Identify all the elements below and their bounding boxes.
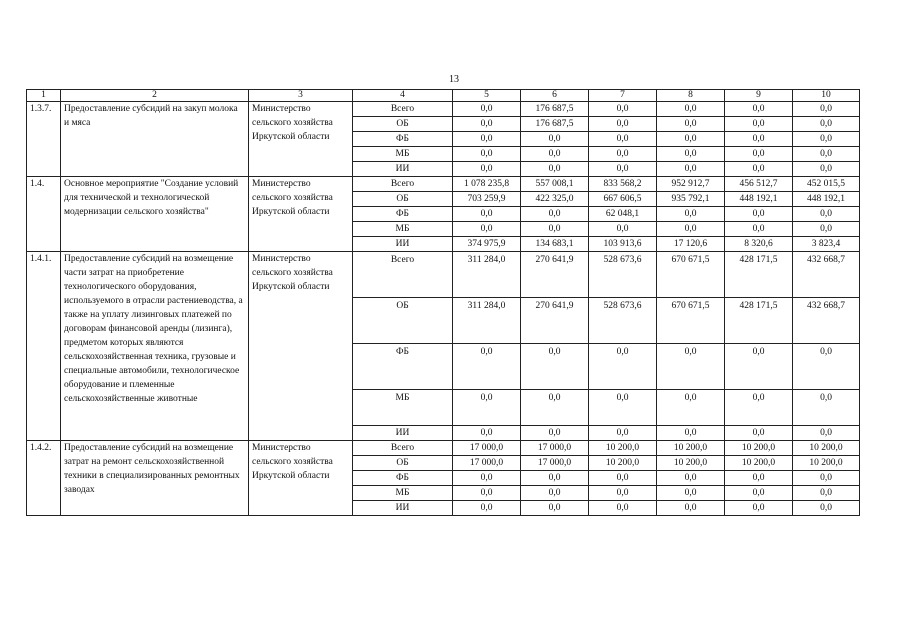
- funding-source: МБ: [353, 147, 453, 162]
- amount-cell: 10 200,0: [589, 441, 657, 456]
- amount-cell: 448 192,1: [725, 192, 793, 207]
- funding-source: ФБ: [353, 344, 453, 390]
- column-header: 8: [657, 90, 725, 102]
- amount-cell: 0,0: [793, 207, 860, 222]
- page-number: 13: [449, 74, 459, 85]
- funding-source: ИИ: [353, 501, 453, 516]
- amount-cell: 0,0: [725, 426, 793, 441]
- amount-cell: 0,0: [793, 162, 860, 177]
- column-header: 9: [725, 90, 793, 102]
- item-description: Предоставление субсидий на закуп молока и мяса: [61, 102, 249, 177]
- amount-cell: 0,0: [657, 501, 725, 516]
- amount-cell: 0,0: [589, 117, 657, 132]
- amount-cell: 0,0: [657, 390, 725, 426]
- amount-cell: 0,0: [793, 222, 860, 237]
- amount-cell: 0,0: [589, 426, 657, 441]
- amount-cell: 311 284,0: [453, 252, 521, 298]
- amount-cell: 670 671,5: [657, 252, 725, 298]
- amount-cell: 3 823,4: [793, 237, 860, 252]
- amount-cell: 0,0: [521, 344, 589, 390]
- funding-source: Всего: [353, 441, 453, 456]
- table-row: [27, 441, 860, 456]
- amount-cell: 8 320,6: [725, 237, 793, 252]
- amount-cell: 0,0: [793, 390, 860, 426]
- amount-cell: 432 668,7: [793, 252, 860, 298]
- amount-cell: 10 200,0: [725, 456, 793, 471]
- amount-cell: 428 171,5: [725, 298, 793, 344]
- amount-cell: 448 192,1: [793, 192, 860, 207]
- amount-cell: 10 200,0: [725, 441, 793, 456]
- amount-cell: 0,0: [793, 117, 860, 132]
- amount-cell: 703 259,9: [453, 192, 521, 207]
- amount-cell: 0,0: [657, 207, 725, 222]
- amount-cell: 0,0: [725, 222, 793, 237]
- amount-cell: 0,0: [657, 102, 725, 117]
- amount-cell: 0,0: [453, 426, 521, 441]
- amount-cell: 0,0: [521, 132, 589, 147]
- amount-cell: 0,0: [521, 471, 589, 486]
- amount-cell: 0,0: [657, 147, 725, 162]
- amount-cell: 176 687,5: [521, 117, 589, 132]
- amount-cell: 428 171,5: [725, 252, 793, 298]
- amount-cell: 0,0: [725, 471, 793, 486]
- amount-cell: 557 008,1: [521, 177, 589, 192]
- amount-cell: 670 671,5: [657, 298, 725, 344]
- column-header: 6: [521, 90, 589, 102]
- amount-cell: 0,0: [793, 426, 860, 441]
- funding-source: МБ: [353, 486, 453, 501]
- amount-cell: 0,0: [725, 147, 793, 162]
- amount-cell: 0,0: [589, 471, 657, 486]
- amount-cell: 667 606,5: [589, 192, 657, 207]
- amount-cell: 0,0: [521, 426, 589, 441]
- amount-cell: 0,0: [657, 486, 725, 501]
- amount-cell: 0,0: [521, 147, 589, 162]
- responsible-organization: Министерство сельского хозяйства Иркутской области: [249, 102, 353, 177]
- funding-source: ИИ: [353, 237, 453, 252]
- amount-cell: 0,0: [453, 471, 521, 486]
- amount-cell: 0,0: [453, 162, 521, 177]
- header-row: [27, 90, 860, 102]
- amount-cell: 0,0: [589, 222, 657, 237]
- amount-cell: 176 687,5: [521, 102, 589, 117]
- funding-source: ФБ: [353, 471, 453, 486]
- amount-cell: 528 673,6: [589, 252, 657, 298]
- amount-cell: 10 200,0: [793, 456, 860, 471]
- amount-cell: 0,0: [453, 102, 521, 117]
- amount-cell: 0,0: [725, 486, 793, 501]
- amount-cell: 0,0: [657, 471, 725, 486]
- amount-cell: 10 200,0: [589, 456, 657, 471]
- amount-cell: 0,0: [657, 132, 725, 147]
- amount-cell: 0,0: [793, 471, 860, 486]
- amount-cell: 103 913,6: [589, 237, 657, 252]
- amount-cell: 952 912,7: [657, 177, 725, 192]
- amount-cell: 0,0: [589, 390, 657, 426]
- amount-cell: 528 673,6: [589, 298, 657, 344]
- amount-cell: 0,0: [453, 501, 521, 516]
- amount-cell: 0,0: [657, 222, 725, 237]
- item-number: 1.4.1.: [27, 252, 61, 441]
- amount-cell: 0,0: [453, 132, 521, 147]
- amount-cell: 0,0: [453, 390, 521, 426]
- column-header: 4: [353, 90, 453, 102]
- amount-cell: 17 120,6: [657, 237, 725, 252]
- column-header: 10: [793, 90, 860, 102]
- amount-cell: 0,0: [521, 390, 589, 426]
- column-header: 1: [27, 90, 61, 102]
- amount-cell: 10 200,0: [657, 441, 725, 456]
- amount-cell: 0,0: [793, 344, 860, 390]
- amount-cell: 0,0: [793, 147, 860, 162]
- amount-cell: 0,0: [589, 147, 657, 162]
- amount-cell: 0,0: [725, 132, 793, 147]
- amount-cell: 0,0: [521, 222, 589, 237]
- amount-cell: 0,0: [521, 207, 589, 222]
- column-header: 2: [61, 90, 249, 102]
- amount-cell: 0,0: [725, 501, 793, 516]
- funding-source: ОБ: [353, 117, 453, 132]
- amount-cell: 0,0: [657, 162, 725, 177]
- amount-cell: 0,0: [453, 207, 521, 222]
- item-number: 1.3.7.: [27, 102, 61, 177]
- amount-cell: 0,0: [453, 344, 521, 390]
- amount-cell: 10 200,0: [657, 456, 725, 471]
- amount-cell: 452 015,5: [793, 177, 860, 192]
- amount-cell: 0,0: [521, 486, 589, 501]
- item-description: Предоставление субсидий на возмещение затрат на ремонт сельскохозяйственной техники в специализированных ремонтных заводах: [61, 441, 249, 516]
- amount-cell: 0,0: [793, 501, 860, 516]
- amount-cell: 0,0: [725, 117, 793, 132]
- amount-cell: 833 568,2: [589, 177, 657, 192]
- amount-cell: 0,0: [793, 102, 860, 117]
- amount-cell: 0,0: [725, 390, 793, 426]
- table-row: [27, 177, 860, 192]
- budget-table: [26, 89, 860, 516]
- amount-cell: 62 048,1: [589, 207, 657, 222]
- responsible-organization: Министерство сельского хозяйства Иркутской области: [249, 177, 353, 252]
- funding-source: Всего: [353, 102, 453, 117]
- amount-cell: 270 641,9: [521, 252, 589, 298]
- amount-cell: 17 000,0: [521, 456, 589, 471]
- funding-source: ОБ: [353, 192, 453, 207]
- funding-source: МБ: [353, 390, 453, 426]
- amount-cell: 0,0: [589, 486, 657, 501]
- funding-source: Всего: [353, 252, 453, 298]
- amount-cell: 0,0: [725, 344, 793, 390]
- amount-cell: 10 200,0: [793, 441, 860, 456]
- amount-cell: 0,0: [521, 501, 589, 516]
- amount-cell: 0,0: [521, 162, 589, 177]
- amount-cell: 17 000,0: [453, 441, 521, 456]
- responsible-organization: Министерство сельского хозяйства Иркутской области: [249, 441, 353, 516]
- funding-source: МБ: [353, 222, 453, 237]
- amount-cell: 0,0: [657, 344, 725, 390]
- item-number: 1.4.: [27, 177, 61, 252]
- amount-cell: 422 325,0: [521, 192, 589, 207]
- amount-cell: 0,0: [453, 486, 521, 501]
- amount-cell: 0,0: [589, 501, 657, 516]
- amount-cell: 17 000,0: [521, 441, 589, 456]
- amount-cell: 0,0: [725, 207, 793, 222]
- amount-cell: 0,0: [793, 486, 860, 501]
- amount-cell: 0,0: [793, 132, 860, 147]
- amount-cell: 0,0: [589, 344, 657, 390]
- amount-cell: 134 683,1: [521, 237, 589, 252]
- item-description: Основное мероприятие "Создание условий для технической и технологической модернизации сельского хозяйства": [61, 177, 249, 252]
- funding-source: ИИ: [353, 426, 453, 441]
- amount-cell: 0,0: [453, 147, 521, 162]
- amount-cell: 935 792,1: [657, 192, 725, 207]
- funding-source: ФБ: [353, 132, 453, 147]
- amount-cell: 374 975,9: [453, 237, 521, 252]
- amount-cell: 0,0: [725, 102, 793, 117]
- funding-source: ОБ: [353, 298, 453, 344]
- funding-source: ОБ: [353, 456, 453, 471]
- item-description: Предоставление субсидий на возмещение части затрат на приобретение технологического оборудования, используемого в отрасли растениеводства, а также на уплату лизинговых платежей по договорам финансовой аренды (лизинга), предметом которых являются сельскохозяйственная техника, грузовые и специальные автомобили, технологическое оборудование и племенные сельскохозяйственные животные: [61, 252, 249, 441]
- amount-cell: 0,0: [589, 162, 657, 177]
- item-number: 1.4.2.: [27, 441, 61, 516]
- funding-source: ИИ: [353, 162, 453, 177]
- amount-cell: 0,0: [589, 102, 657, 117]
- column-header: 5: [453, 90, 521, 102]
- amount-cell: 0,0: [589, 132, 657, 147]
- column-header: 3: [249, 90, 353, 102]
- funding-source: Всего: [353, 177, 453, 192]
- table-row: [27, 102, 860, 117]
- amount-cell: 0,0: [453, 222, 521, 237]
- amount-cell: 270 641,9: [521, 298, 589, 344]
- amount-cell: 456 512,7: [725, 177, 793, 192]
- table-row: [27, 252, 860, 298]
- amount-cell: 0,0: [657, 117, 725, 132]
- amount-cell: 311 284,0: [453, 298, 521, 344]
- column-header: 7: [589, 90, 657, 102]
- amount-cell: 0,0: [453, 117, 521, 132]
- responsible-organization: Министерство сельского хозяйства Иркутской области: [249, 252, 353, 441]
- amount-cell: 17 000,0: [453, 456, 521, 471]
- amount-cell: 432 668,7: [793, 298, 860, 344]
- funding-source: ФБ: [353, 207, 453, 222]
- amount-cell: 0,0: [725, 162, 793, 177]
- amount-cell: 0,0: [657, 426, 725, 441]
- amount-cell: 1 078 235,8: [453, 177, 521, 192]
